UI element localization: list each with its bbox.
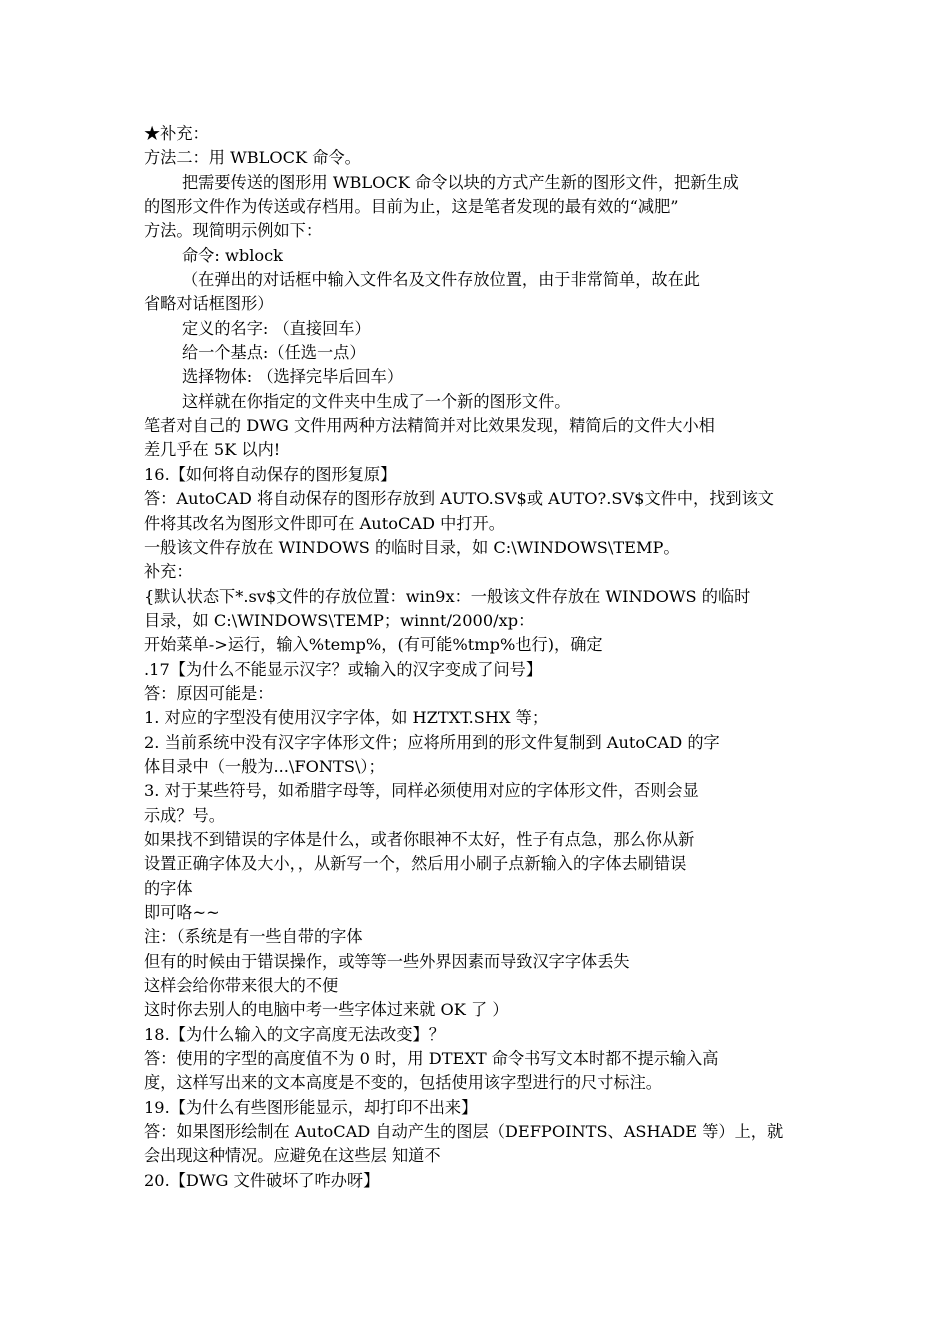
text-line: .17【为什么不能显示汉字？或输入的汉字变成了问号】 [144,659,543,679]
text-line: 差几乎在 5K 以内! [144,440,281,460]
text-line: 把需要传送的图形用 WBLOCK 命令以块的方式产生新的图形文件，把新生成 [182,172,739,192]
text-line: 方法。现简明示例如下： [144,221,323,241]
text-line: 补充： [144,562,193,582]
text-line: 16.【如何将自动保存的图形复原】 [144,464,397,484]
text-line: 的图形文件作为传送或存档用。目前为止，这是笔者发现的最有效的“减肥” [144,197,679,217]
text-line: 目录，如 C:\WINDOWS\TEMP；winnt/2000/xp： [144,610,535,630]
text-line: 1. 对应的字型没有使用汉字字体，如 HZTXT.SHX 等； [144,708,549,728]
text-line: 会出现这种情况。应避免在这些层 知道不 [144,1146,441,1166]
text-line: 答：原因可能是： [144,683,274,703]
text-line: 的字体 [144,878,193,898]
text-line: 但有的时候由于错误操作，或等等一些外界因素而导致汉字字体丢失 [144,951,630,971]
text-line: 18.【为什么输入的文字高度无法改变】？ [144,1024,445,1044]
text-line: 如果找不到错误的字体是什么，或者你眼神不太好，性子有点急，那么你从新 [144,829,695,849]
text-line: 19.【为什么有些图形能显示，却打印不出来】 [144,1097,478,1117]
text-line: 一般该文件存放在 WINDOWS 的临时目录，如 C:\WINDOWS\TEMP。 [144,537,680,557]
text-line: ★补充： [144,124,209,143]
text-line: 20.【DWG 文件破坏了咋办呀】 [144,1170,380,1190]
text-line: 方法二：用 WBLOCK 命令。 [144,148,361,168]
text-line: 示成？号。 [144,805,225,825]
text-line: 这样就在你指定的文件夹中生成了一个新的图形文件。 [182,391,571,411]
text-line: 开始菜单->运行，输入%temp%，(有可能%tmp%也行)，确定 [144,635,603,655]
text-line: 即可咯~~ [144,903,220,922]
text-line: 给一个基点:（任选一点） [182,343,366,363]
text-line: 件将其改名为图形文件即可在 AutoCAD 中打开。 [144,513,505,533]
text-line: 选择物体: （选择完毕后回车） [182,367,404,387]
document-body [144,122,812,1193]
text-line: 命令: wblock [182,245,283,265]
text-line: 定义的名字: （直接回车） [182,318,371,338]
text-line: 笔者对自己的 DWG 文件用两种方法精简并对比效果发现，精简后的文件大小相 [144,416,715,436]
text-line: {默认状态下*.sv$文件的存放位置：win9x：一般该文件存放在 WINDOWS 的临时 [144,586,751,606]
text-line: 答：使用的字型的高度值不为 0 时，用 DTEXT 命令书写文本时都不提示输入高 [144,1049,719,1069]
text-line: 这时你去别人的电脑中考一些字体过来就 OK 了 ） [144,1000,509,1020]
text-line: 3. 对于某些符号，如希腊字母等，同样必须使用对应的字体形文件，否则会显 [144,781,699,801]
text-line: 设置正确字体及大小，，从新写一个，然后用小刷子点新输入的字体去刷错误 [144,854,687,874]
text-line: 答：如果图形绘制在 AutoCAD 自动产生的图层（DEFPOINTS、ASHADE 等）上，就 [144,1122,784,1142]
text-line: 度，这样写出来的文本高度是不变的，包括使用该字型进行的尺寸标注。 [144,1073,662,1093]
text-line: （在弹出的对话框中输入文件名及文件存放位置，由于非常简单，故在此 [182,270,700,290]
text-line: 注：（系统是有一些自带的字体 [144,927,363,947]
text-line: 答：AutoCAD 将自动保存的图形存放到 AUTO.SV$或 AUTO?.SV$文件中，找到该文 [144,489,774,509]
text-line: 省略对话框图形） [144,294,274,314]
text-line: 体目录中（一般为...\FONTS\）； [144,756,385,776]
text-line: 这样会给你带来很大的不便 [144,976,339,996]
text-line: 2. 当前系统中没有汉字字体形文件；应将所用到的形文件复制到 AutoCAD 的字 [144,732,720,752]
